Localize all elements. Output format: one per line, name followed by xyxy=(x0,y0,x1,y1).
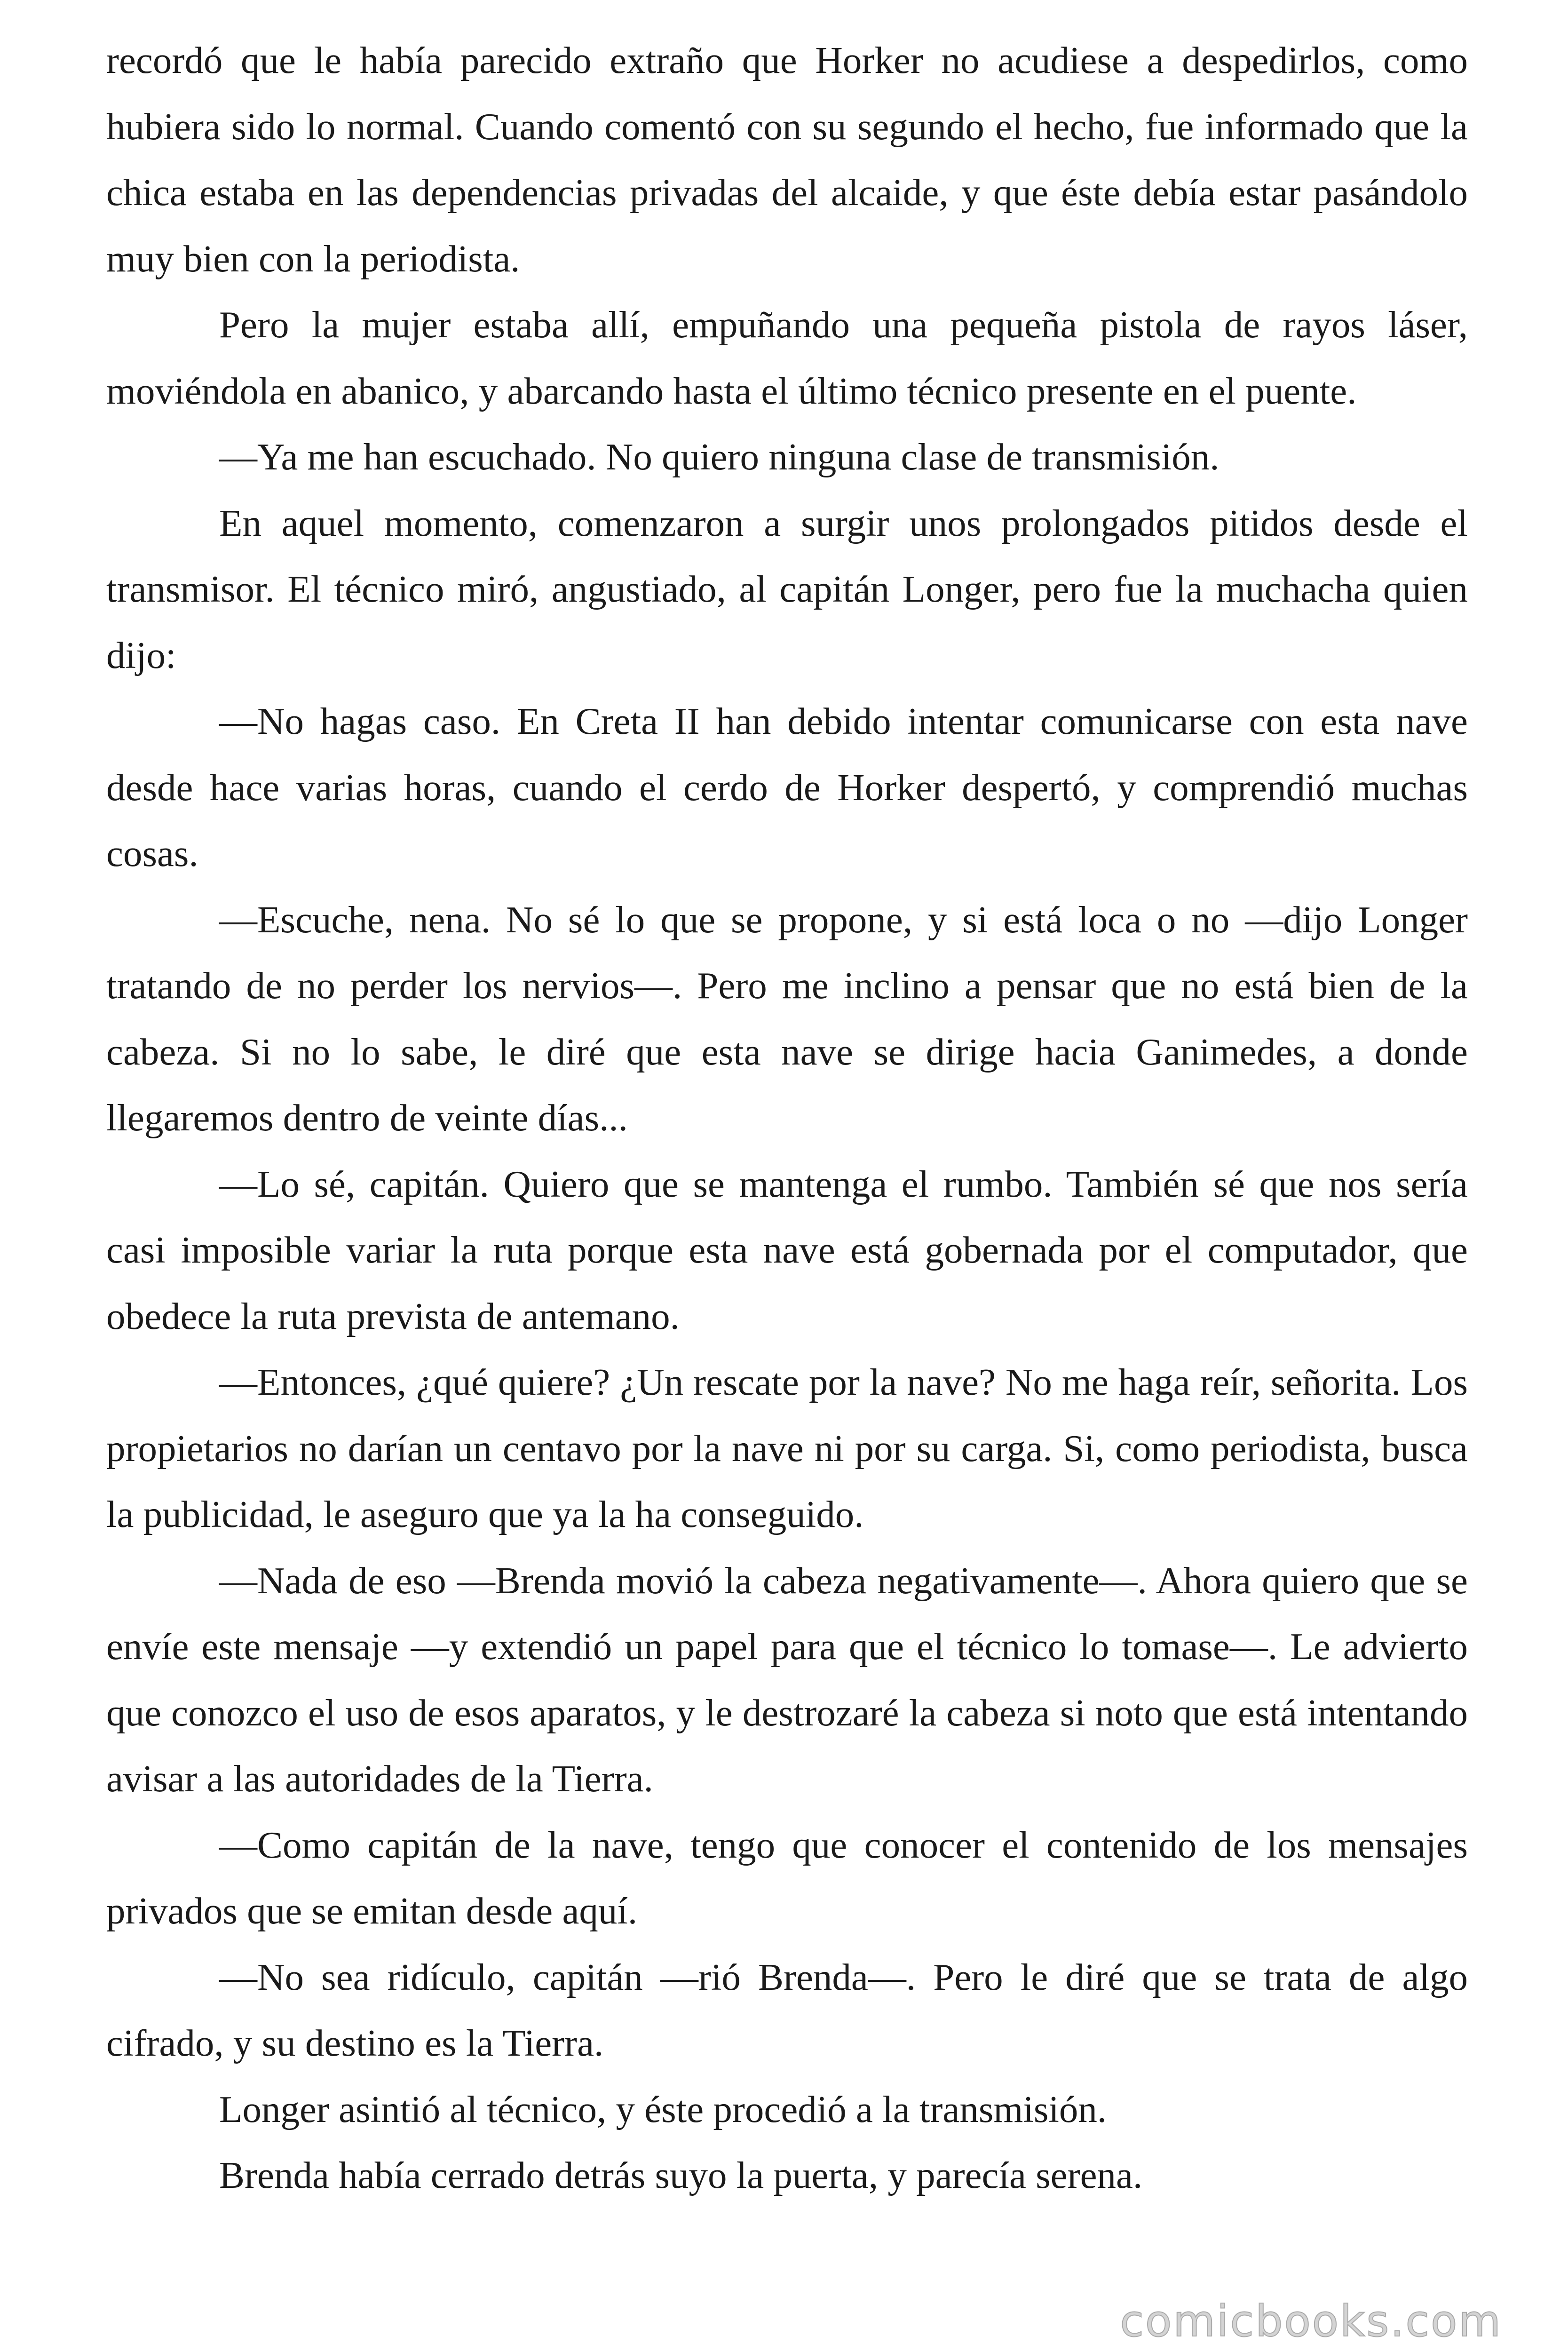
paragraph-2: Pero la mujer estaba allí, empuñando una pequeña pistola de rayos láser, moviéndola en abanico, y abarcando hasta el último técnico presente en el puente. xyxy=(106,303,1468,412)
page-body xyxy=(106,27,1468,2209)
paragraph-1: recordó que le había parecido extraño que Horker no acudiese a despedirlos, como hubiera sido lo normal. Cuando comentó con su segundo el hecho, fue informado que la chica estaba en las dependencias privadas del alcaide, y que éste debía estar pasándolo muy bien con la periodista. xyxy=(106,39,1468,280)
paragraph-4: En aquel momento, comenzaron a surgir unos prolongados pitidos desde el transmisor. El técnico miró, angustiado, al capitán Longer, pero fue la muchacha quien dijo: xyxy=(106,501,1468,676)
paragraph-6: —Escuche, nena. No sé lo que se propone, y si está loca o no —dijo Longer tratando de no perder los nervios—. Pero me inclino a pensar que no está bien de la cabeza. Si no lo sabe, le diré que esta nave se dirige hacia Ganimedes, a donde llegaremos dentro de veinte días... xyxy=(106,898,1468,1139)
paragraph-12: Longer asintió al técnico, y éste procedió a la transmisión. xyxy=(219,2088,1107,2130)
paragraph-8: —Entonces, ¿qué quiere? ¿Un rescate por la nave? No me haga reír, señorita. Los propietarios no darían un centavo por la nave ni por su carga. Si, como periodista, busca la publicidad, le aseguro que ya la ha conseguido. xyxy=(106,1361,1468,1535)
paragraph-7: —Lo sé, capitán. Quiero que se mantenga el rumbo. También sé que nos sería casi imposible variar la ruta porque esta nave está gobernada por el computador, que obedece la ruta prevista de antemano. xyxy=(106,1162,1468,1337)
paragraph-9: —Nada de eso —Brenda movió la cabeza negativamente—. Ahora quiero que se envíe este mensaje —y extendió un papel para que el técnico lo tomase—. Le advierto que conozco el uso de esos aparatos, y le destrozaré la cabeza si noto que está intentando avisar a las autoridades de la Tierra. xyxy=(106,1559,1468,1800)
watermark: comicbooks.com xyxy=(1120,2296,1502,2346)
paragraph-5: —No hagas caso. En Creta II han debido intentar comunicarse con esta nave desde hace varias horas, cuando el cerdo de Horker despertó, y comprendió muchas cosas. xyxy=(106,700,1468,874)
paragraph-10: —Como capitán de la nave, tengo que conocer el contenido de los mensajes privados que se emitan desde aquí. xyxy=(106,1823,1468,1932)
paragraph-11: —No sea ridículo, capitán —rió Brenda—. Pero le diré que se trata de algo cifrado, y su destino es la Tierra. xyxy=(106,1955,1468,2064)
paragraph-3: —Ya me han escuchado. No quiero ninguna clase de transmisión. xyxy=(219,436,1220,478)
paragraph-13: Brenda había cerrado detrás suyo la puerta, y parecía serena. xyxy=(219,2154,1143,2196)
